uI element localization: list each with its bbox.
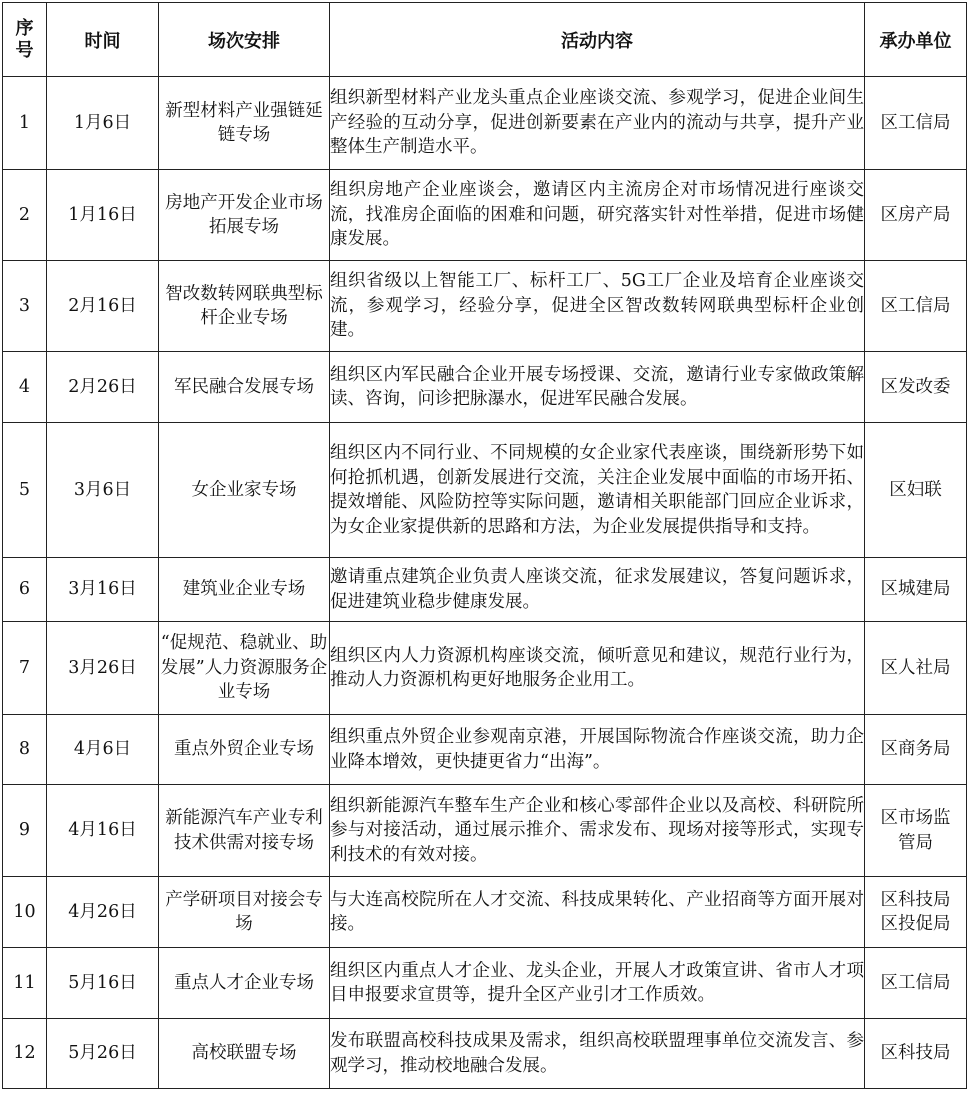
row-host: 区工信局 bbox=[865, 261, 967, 352]
row-session: 高校联盟专场 bbox=[159, 1019, 330, 1089]
row-time: 2月16日 bbox=[47, 261, 159, 352]
row-session: 智改数转网联典型标杆企业专场 bbox=[159, 261, 330, 352]
table-row bbox=[3, 785, 967, 877]
row-content: 组织省级以上智能工厂、标杆工厂、5G工厂企业及培育企业座谈交流，参观学习，经验分享，促进全区智改数转网联典型标杆企业创建。 bbox=[330, 261, 865, 352]
header-host: 承办单位 bbox=[865, 3, 967, 77]
row-seq: 12 bbox=[3, 1019, 47, 1089]
row-time: 2月26日 bbox=[47, 352, 159, 423]
row-host: 区市场监管局 bbox=[865, 785, 967, 877]
row-session: 新型材料产业强链延链专场 bbox=[159, 77, 330, 170]
table-row bbox=[3, 558, 967, 622]
row-seq: 5 bbox=[3, 423, 47, 558]
row-content: 组织新能源汽车整车生产企业和核心零部件企业以及高校、科研院所参与对接活动，通过展示推介、需求发布、现场对接等形式，实现专利技术的有效对接。 bbox=[330, 785, 865, 877]
row-session: 女企业家专场 bbox=[159, 423, 330, 558]
table-row bbox=[3, 1019, 967, 1089]
row-time: 3月6日 bbox=[47, 423, 159, 558]
row-seq: 11 bbox=[3, 948, 47, 1019]
row-time: 4月6日 bbox=[47, 715, 159, 785]
row-session: 重点外贸企业专场 bbox=[159, 715, 330, 785]
row-session: 新能源汽车产业专利技术供需对接专场 bbox=[159, 785, 330, 877]
row-time: 3月16日 bbox=[47, 558, 159, 622]
table-row bbox=[3, 261, 967, 352]
row-session: 重点人才企业专场 bbox=[159, 948, 330, 1019]
row-session: 产学研项目对接会专场 bbox=[159, 877, 330, 948]
row-session: “促规范、稳就业、助发展”人力资源服务企业专场 bbox=[159, 622, 330, 715]
row-host: 区城建局 bbox=[865, 558, 967, 622]
row-host: 区工信局 bbox=[865, 948, 967, 1019]
table-row bbox=[3, 877, 967, 948]
row-seq: 1 bbox=[3, 77, 47, 170]
row-host: 区妇联 bbox=[865, 423, 967, 558]
row-session: 房地产开发企业市场拓展专场 bbox=[159, 170, 330, 261]
row-time: 4月16日 bbox=[47, 785, 159, 877]
header-content: 活动内容 bbox=[330, 3, 865, 77]
row-time: 4月26日 bbox=[47, 877, 159, 948]
row-seq: 3 bbox=[3, 261, 47, 352]
row-content: 组织重点外贸企业参观南京港，开展国际物流合作座谈交流，助力企业降本增效，更快捷更省力“出海”。 bbox=[330, 715, 865, 785]
row-time: 1月6日 bbox=[47, 77, 159, 170]
row-seq: 8 bbox=[3, 715, 47, 785]
row-host: 区科技局 bbox=[865, 1019, 967, 1089]
header-row bbox=[3, 3, 967, 77]
row-content: 与大连高校院所在人才交流、科技成果转化、产业招商等方面开展对接。 bbox=[330, 877, 865, 948]
row-time: 5月26日 bbox=[47, 1019, 159, 1089]
row-host: 区房产局 bbox=[865, 170, 967, 261]
schedule-table bbox=[2, 2, 967, 1089]
table-row bbox=[3, 948, 967, 1019]
row-content: 组织房地产企业座谈会，邀请区内主流房企对市场情况进行座谈交流，找准房企面临的困难和问题，研究落实针对性举措，促进市场健康发展。 bbox=[330, 170, 865, 261]
table-row bbox=[3, 622, 967, 715]
row-content: 发布联盟高校科技成果及需求，组织高校联盟理事单位交流发言、参观学习，推动校地融合发展。 bbox=[330, 1019, 865, 1089]
row-host: 区科技局区投促局 bbox=[865, 877, 967, 948]
row-time: 1月16日 bbox=[47, 170, 159, 261]
table-row bbox=[3, 715, 967, 785]
row-content: 组织区内军民融合企业开展专场授课、交流，邀请行业专家做政策解读、咨询，问诊把脉瀑水，促进军民融合发展。 bbox=[330, 352, 865, 423]
table-row bbox=[3, 77, 967, 170]
table-row bbox=[3, 170, 967, 261]
row-content: 组织区内不同行业、不同规模的女企业家代表座谈，围绕新形势下如何抢抓机遇，创新发展进行交流，关注企业发展中面临的市场开拓、提效增能、风险防控等实际问题，邀请相关职能部门回应企业诉求，为女企业家提供新的思路和方法，为企业发展提供指导和支持。 bbox=[330, 423, 865, 558]
row-session: 军民融合发展专场 bbox=[159, 352, 330, 423]
table-row bbox=[3, 423, 967, 558]
table-row bbox=[3, 352, 967, 423]
row-host: 区发改委 bbox=[865, 352, 967, 423]
row-seq: 7 bbox=[3, 622, 47, 715]
row-seq: 9 bbox=[3, 785, 47, 877]
row-host: 区商务局 bbox=[865, 715, 967, 785]
row-seq: 2 bbox=[3, 170, 47, 261]
row-content: 邀请重点建筑企业负责人座谈交流，征求发展建议，答复问题诉求，促进建筑业稳步健康发展。 bbox=[330, 558, 865, 622]
row-time: 3月26日 bbox=[47, 622, 159, 715]
header-seq: 序号 bbox=[3, 3, 47, 77]
row-time: 5月16日 bbox=[47, 948, 159, 1019]
row-seq: 10 bbox=[3, 877, 47, 948]
row-content: 组织区内人力资源机构座谈交流，倾听意见和建议，规范行业行为，推动人力资源机构更好地服务企业用工。 bbox=[330, 622, 865, 715]
row-seq: 4 bbox=[3, 352, 47, 423]
row-host: 区工信局 bbox=[865, 77, 967, 170]
row-content: 组织区内重点人才企业、龙头企业，开展人才政策宣讲、省市人才项目申报要求宣贯等，提升全区产业引才工作质效。 bbox=[330, 948, 865, 1019]
row-session: 建筑业企业专场 bbox=[159, 558, 330, 622]
row-seq: 6 bbox=[3, 558, 47, 622]
header-session: 场次安排 bbox=[159, 3, 330, 77]
header-time: 时间 bbox=[47, 3, 159, 77]
row-host: 区人社局 bbox=[865, 622, 967, 715]
row-content: 组织新型材料产业龙头重点企业座谈交流、参观学习，促进企业间生产经验的互动分享，促进创新要素在产业内的流动与共享，提升产业整体生产制造水平。 bbox=[330, 77, 865, 170]
